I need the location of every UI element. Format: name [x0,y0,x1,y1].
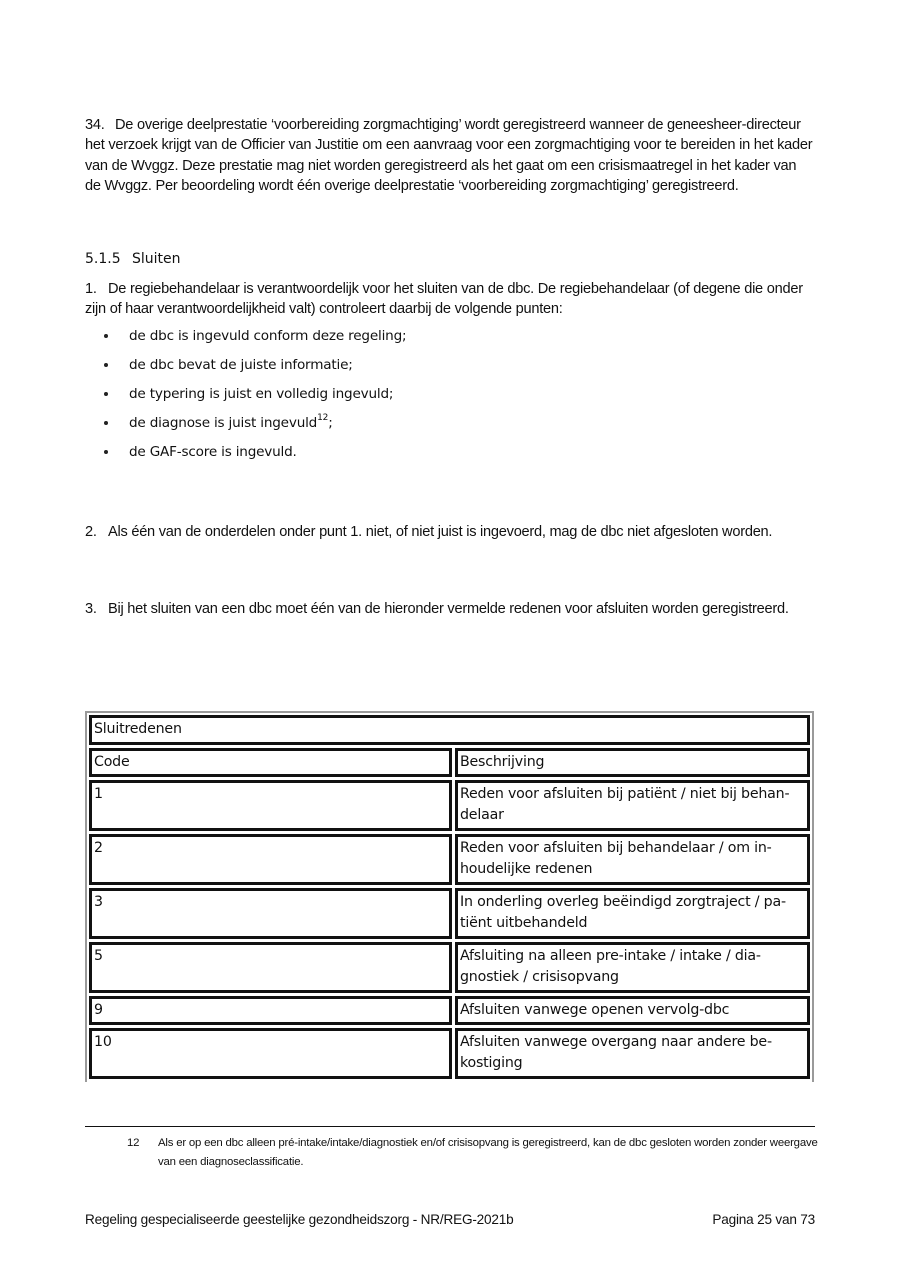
point-text: Bij het sluiten van een dbc moet één van de hieronder vermelde redenen voor afsluiten worden geregistreerd. [108,601,789,617]
bullet-icon [104,334,108,338]
description-cell: Reden voor afsluiten bij patiënt / niet bij behan-delaar [455,780,810,831]
footnote-12 [128,1134,818,1172]
point-number: 3. [85,601,97,617]
table-row [89,888,810,939]
table-row [89,780,810,831]
description-cell: Reden voor afsluiten bij behandelaar / om in-houdelijke redenen [455,834,810,885]
footnote-reference[interactable]: 12 [317,413,329,423]
footnote-number: 12 [127,1137,140,1149]
list-item: de typering is juist en volledig ingevuld; [85,384,406,413]
point-number: 2. [85,524,97,540]
code-cell: 3 [89,888,452,939]
table-title: Sluitredenen [89,715,810,745]
point-text: Als één van de onderdelen onder punt 1. niet, of niet juist is ingevoerd, mag de dbc niet afgesloten worden. [108,524,773,540]
list-item: de GAF-score is ingevuld. [85,442,406,471]
list-item: de diagnose is juist ingevuld$^{12}$; [85,413,406,442]
footnote-text: Als er op een dbc alleen pré-intake/intake/diagnostiek en/of crisisopvang is geregistreerd, kan de dbc gesloten worden zonder weergave van een diagnoseclassificatie. [158,1137,818,1168]
bullet-icon [104,450,108,454]
table-row [89,834,810,885]
document-title: Regeling gespecialiseerde geestelijke gezondheidszorg - NR/REG-2021b [85,1212,514,1227]
paragraph-text: De overige deelprestatie ‘voorbereiding zorgmachtiging’ wordt geregistreerd wanneer de geneesheer-directeur het verzoek krijgt van de Officier van Justitie om een aanvraag voor een zorgmachtiging voor te bereiden in het kader van de Wvggz. Deze prestatie mag niet worden geregistreerd als het gaat om een crisismaatregel in het kader van de Wvggz. Per beoordeling wordt één overige deelprestatie ‘voorbereiding zorgmachtiging’ geregistreerd. [85,117,813,194]
description-cell: Afsluiting na alleen pre-intake / intake / dia-gnostiek / crisisopvang [455,942,810,993]
bullet-icon [104,421,108,425]
list-item: de dbc bevat de juiste informatie; [85,355,406,384]
section-number: 5.1.5 [85,251,121,267]
paragraph-34 [85,115,815,196]
code-cell: 2 [89,834,452,885]
table-row [89,996,810,1025]
code-cell: 5 [89,942,452,993]
section-heading [85,251,815,267]
bullet-icon [104,392,108,396]
column-header-description: Beschrijving [455,748,810,777]
table-row [89,1028,810,1079]
paragraph-number: 34. [85,117,105,133]
sluitredenen-table [85,711,814,1082]
code-cell: 10 [89,1028,452,1079]
description-cell: Afsluiten vanwege overgang naar andere be-kostiging [455,1028,810,1079]
description-cell: In onderling overleg beëindigd zorgtraject / pa-tiënt uitbehandeld [455,888,810,939]
page-number: Pagina 25 van 73 [712,1212,815,1227]
bullet-icon [104,363,108,367]
point-3 [85,599,815,619]
column-header-code: Code [89,748,452,777]
point-1 [85,279,815,320]
code-cell: 9 [89,996,452,1025]
page-footer [85,1212,815,1227]
checklist [85,326,406,471]
list-item: de dbc is ingevuld conform deze regeling; [85,326,406,355]
footnote-separator [85,1126,815,1127]
code-cell: 1 [89,780,452,831]
point-number: 1. [85,281,97,297]
table-row [89,942,810,993]
section-title: Sluiten [132,251,181,267]
description-cell: Afsluiten vanwege openen vervolg-dbc [455,996,810,1025]
point-2 [85,522,815,542]
point-text: De regiebehandelaar is verantwoordelijk voor het sluiten van de dbc. De regiebehandelaar (of degene die onder zijn of haar verantwoordelijkheid valt) controleert daarbij de volgende punten: [85,281,803,318]
